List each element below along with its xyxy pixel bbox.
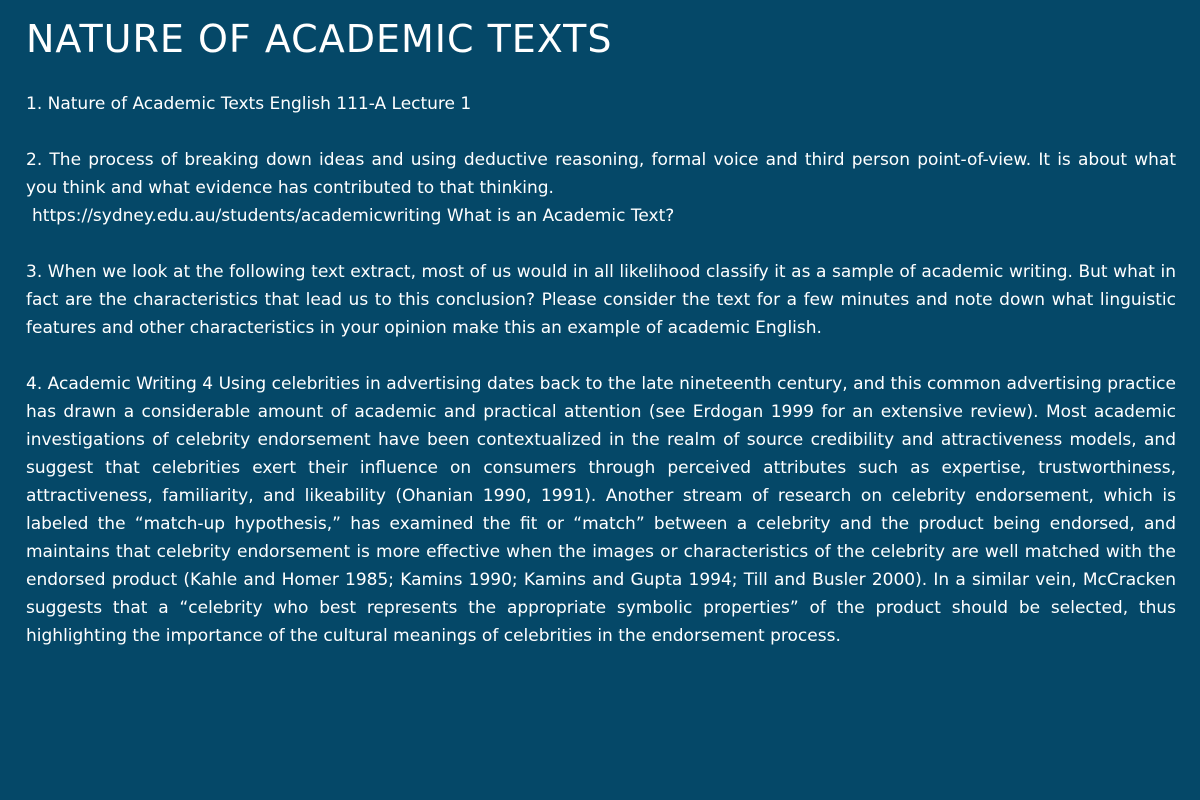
academic-writing-link-line[interactable]: https://sydney.edu.au/students/academicwriting What is an Academic Text? (32, 206, 675, 226)
paragraph-gap (26, 118, 1176, 146)
paragraph-2-text: 2. The process of breaking down ideas and using deductive reasoning, formal voice and third person point-of-view. It is about what you think and what evidence has contributed to that thinking. (26, 150, 1176, 198)
slide-title: NATURE OF ACADEMIC TEXTS (26, 17, 613, 61)
slide-content (26, 90, 1176, 650)
paragraph-1: 1. Nature of Academic Texts English 111-A Lecture 1 (26, 94, 472, 114)
paragraph-3: 3. When we look at the following text extract, most of us would in all likelihood classify it as a sample of academic writing. But what in fact are the characteristics that lead us to this conclusion? Please consider the text for a few minutes and note down what linguistic features and other characteristics in your opinion make this an example of academic English. (26, 262, 1176, 338)
paragraph-gap (26, 342, 1176, 370)
paragraph-gap (26, 230, 1176, 258)
paragraph-2 (26, 146, 1176, 230)
paragraph-4: 4. Academic Writing 4 Using celebrities in advertising dates back to the late nineteenth century, and this common advertising practice has drawn a considerable amount of academic and practical attention (see Erdogan 1999 for an extensive review). Most academic investigations of celebrity endorsement have been contextualized in the realm of source credibility and attractiveness models, and suggest that celebrities exert their influence on consumers through perceived attributes such as expertise, trustworthiness, attractiveness, familiarity, and likeability (Ohanian 1990, 1991). Another stream of research on celebrity endorsement, which is labeled the “match-up hypothesis,” has examined the fit or “match” between a celebrity and the product being endorsed, and maintains that celebrity endorsement is more effective when the images or characteristics of the celebrity are well matched with the endorsed product (Kahle and Homer 1985; Kamins 1990; Kamins and Gupta 1994; Till and Busler 2000). In a similar vein, McCracken suggests that a “celebrity who best represents the appropriate symbolic properties” of the product should be selected, thus highlighting the importance of the cultural meanings of celebrities in the endorsement process. (26, 374, 1176, 646)
